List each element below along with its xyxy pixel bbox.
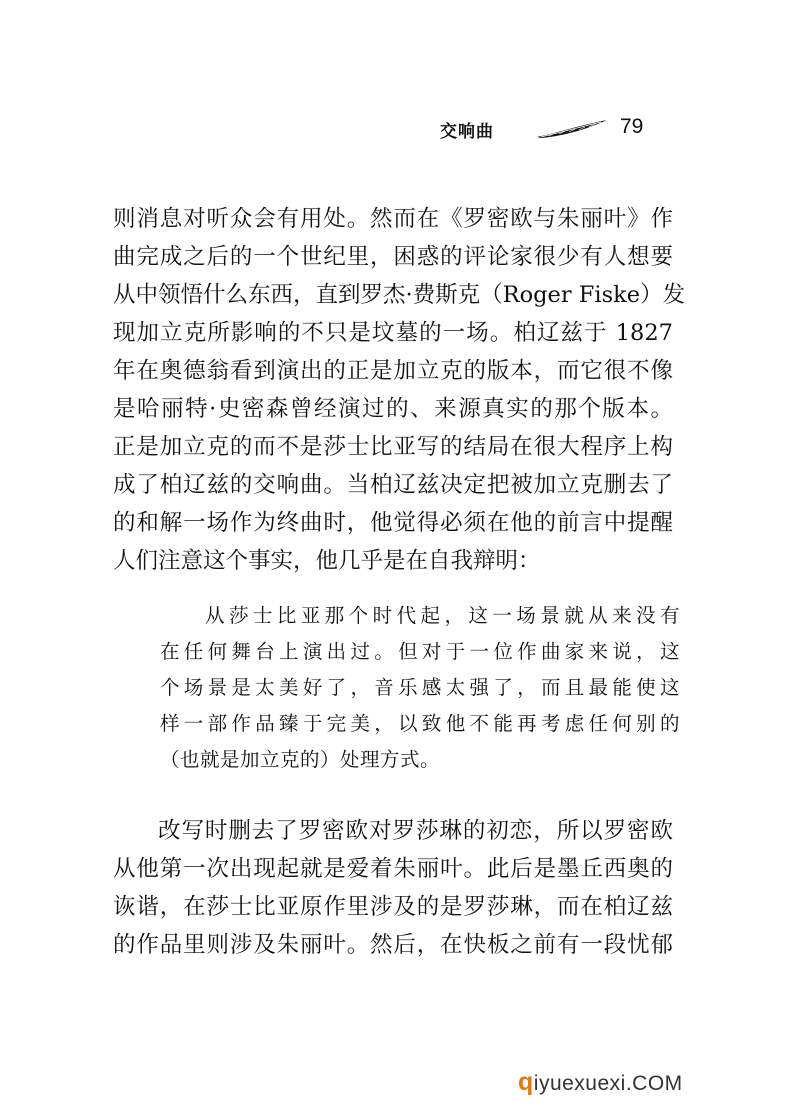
quote-line: 样一部作品臻于完美，以致他不能再考虑任何别的: [160, 712, 680, 735]
text-line: 从他第一次出现起就是爱着朱丽叶。此后是墨丘西奥的: [113, 856, 673, 882]
text-line: 的作品里则涉及朱丽叶。然后，在快板之前有一段忧郁: [113, 932, 673, 958]
site-watermark: [518, 1068, 683, 1097]
quote-line: 在任何舞台上演出过。但对于一位作曲家来说，这: [160, 640, 680, 663]
block-quote: [160, 598, 680, 778]
watermark-initial: q: [518, 1068, 534, 1096]
text-line: 是哈丽特·史密森曾经演过的、来源真实的那个版本。: [113, 396, 673, 422]
text-line: 从中领悟什么东西，直到罗杰·费斯克（Roger Fiske）发: [113, 282, 686, 308]
paragraph-2: [113, 812, 673, 964]
running-title: 交响曲: [440, 122, 494, 142]
text-line: 成了柏辽兹的交响曲。当柏辽兹决定把被加立克删去了: [113, 472, 673, 498]
text-line: 正是加立克的而不是莎士比亚写的结局在很大程序上构: [113, 434, 673, 460]
text-line: 改写时删去了罗密欧对罗莎琳的初恋，所以罗密欧: [158, 818, 673, 844]
quote-line: （也就是加立克的）处理方式。: [160, 748, 441, 771]
text-line: 曲完成之后的一个世纪里，困惑的评论家很少有人想要: [113, 244, 673, 270]
watermark-text: iyuexuexi.COM: [533, 1072, 683, 1095]
text-line: 则消息对听众会有用处。然而在《罗密欧与朱丽叶》作: [113, 206, 673, 232]
page-header: [440, 112, 660, 146]
text-line: 诙谐，在莎士比亚原作里涉及的是罗莎琳，而在柏辽兹: [113, 894, 673, 920]
text-line: 的和解一场作为终曲时，他觉得必须在他的前言中提醒: [113, 510, 673, 536]
quote-line: 从莎士比亚那个时代起，这一场景就从来没有: [205, 604, 680, 627]
text-line: 人们注意这个事实，他几乎是在自我辩明：: [113, 548, 541, 574]
text-line: 年在奥德翁看到演出的正是加立克的版本，而它很不像: [113, 358, 673, 384]
text-line: 现加立克所影响的不只是坟墓的一场。柏辽兹于 1827: [113, 320, 673, 346]
quill-ornament-icon: [535, 118, 609, 140]
quote-line: 个场景是太美好了，音乐感太强了，而且最能使这: [160, 676, 680, 699]
page-number: 79: [620, 115, 644, 138]
paragraph-1: [113, 200, 686, 580]
